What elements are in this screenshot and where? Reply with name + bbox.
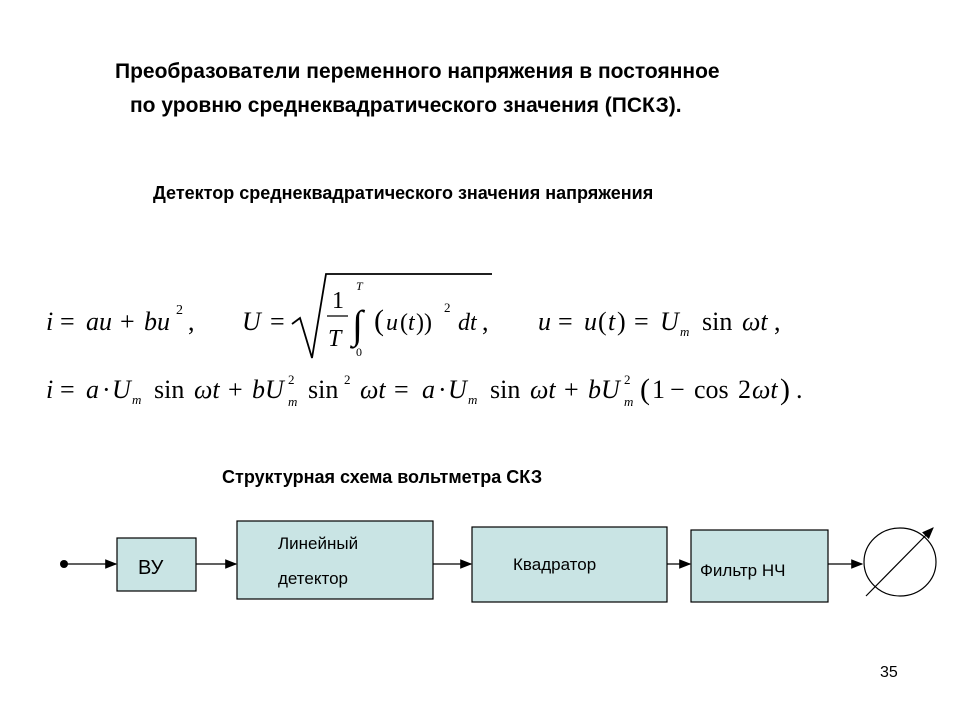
- svg-text:T: T: [328, 326, 342, 352]
- svg-text:,: ,: [774, 307, 781, 336]
- svg-text:u: u: [386, 310, 398, 336]
- svg-text:2: 2: [444, 300, 451, 315]
- svg-text:T: T: [356, 279, 363, 293]
- formula-row-1: [30, 262, 930, 372]
- svg-text:∫: ∫: [352, 302, 363, 347]
- svg-text:ωt: ωt: [752, 375, 778, 404]
- svg-text:=: =: [394, 375, 409, 404]
- svg-text:U: U: [660, 307, 679, 336]
- section-heading-block-diagram: Структурная схема вольтметра СКЗ: [222, 467, 543, 487]
- svg-text:sin: sin: [308, 375, 339, 404]
- svg-text:=: =: [634, 307, 649, 336]
- block-low-pass-filter: [691, 530, 828, 602]
- block-diagram: [0, 500, 960, 630]
- block-input-device-label: ВУ: [138, 557, 164, 579]
- svg-text:a: a: [422, 375, 435, 404]
- svg-text:2: 2: [624, 372, 631, 387]
- svg-text:ωt: ωt: [360, 375, 386, 404]
- slide-title-line-2: по уровню среднеквадратического значения (ПСКЗ).: [130, 94, 682, 117]
- svg-text:2: 2: [176, 303, 183, 318]
- svg-text:,: ,: [188, 307, 195, 336]
- svg-text:·: ·: [438, 375, 447, 404]
- svg-text:2: 2: [344, 372, 351, 387]
- svg-text:(: (: [598, 307, 607, 336]
- svg-text:): ): [780, 373, 790, 406]
- svg-text:t: t: [408, 310, 415, 336]
- svg-text:bU: bU: [252, 375, 284, 404]
- svg-text:cos: cos: [694, 375, 729, 404]
- svg-text:u: u: [538, 307, 551, 336]
- svg-text:m: m: [132, 392, 142, 407]
- svg-text:m: m: [624, 394, 634, 409]
- formula-expansion: [46, 372, 803, 409]
- svg-text:2: 2: [738, 375, 751, 404]
- svg-text:sin: sin: [702, 307, 733, 336]
- svg-text:·: ·: [102, 375, 111, 404]
- block-linear-detector: [237, 521, 433, 599]
- svg-text:+: +: [120, 307, 135, 336]
- svg-text:1: 1: [652, 375, 665, 404]
- svg-text:+: +: [228, 375, 243, 404]
- svg-text:ωt: ωt: [194, 375, 220, 404]
- svg-text:=: =: [558, 307, 573, 336]
- svg-text:U: U: [112, 375, 131, 404]
- block-squarer: [472, 527, 667, 602]
- formula-row-2: [30, 368, 930, 418]
- svg-text:.: .: [796, 375, 803, 404]
- svg-text:t: t: [608, 307, 616, 336]
- svg-text:=: =: [60, 307, 75, 336]
- svg-text:au: au: [86, 307, 112, 336]
- svg-text:+: +: [564, 375, 579, 404]
- voltmeter-icon: [864, 528, 936, 596]
- svg-text:sin: sin: [154, 375, 185, 404]
- svg-text:m: m: [468, 392, 478, 407]
- svg-text:=: =: [60, 375, 75, 404]
- svg-text:0: 0: [356, 345, 362, 359]
- page-number: 35: [880, 664, 898, 681]
- formula-current-expression: [46, 303, 195, 336]
- svg-text:=: =: [270, 307, 285, 336]
- svg-text:bu: bu: [144, 307, 170, 336]
- block-linear-detector-label-1: Линейный: [278, 534, 359, 553]
- formula-rms-definition: [242, 274, 492, 359]
- svg-text:i: i: [46, 307, 54, 336]
- svg-text:(: (: [400, 310, 408, 336]
- block-squarer-label: Квадратор: [513, 555, 597, 574]
- svg-text:u: u: [584, 307, 597, 336]
- svg-text:ωt: ωt: [742, 307, 768, 336]
- svg-text:1: 1: [332, 288, 344, 314]
- formula-signal-definition: [538, 307, 781, 339]
- svg-text:)): )): [416, 310, 432, 336]
- svg-text:ωt: ωt: [530, 375, 556, 404]
- svg-text:): ): [617, 307, 626, 336]
- block-input-device: [117, 538, 196, 591]
- svg-text:m: m: [288, 394, 298, 409]
- svg-text:bU: bU: [588, 375, 620, 404]
- svg-text:U: U: [242, 307, 261, 336]
- svg-text:sin: sin: [490, 375, 521, 404]
- svg-text:−: −: [670, 375, 685, 404]
- svg-text:,: ,: [482, 307, 489, 336]
- block-linear-detector-label-2: детектор: [278, 569, 348, 588]
- svg-text:(: (: [374, 304, 384, 337]
- svg-text:m: m: [680, 324, 690, 339]
- svg-text:2: 2: [288, 372, 295, 387]
- svg-text:U: U: [448, 375, 467, 404]
- svg-text:i: i: [46, 375, 54, 404]
- block-low-pass-filter-label: Фильтр НЧ: [700, 561, 786, 580]
- svg-text:dt: dt: [458, 310, 477, 336]
- svg-text:a: a: [86, 375, 99, 404]
- section-heading-detector: Детектор среднеквадратического значения напряжения: [153, 183, 654, 203]
- slide-title-line-1: Преобразователи переменного напряжения в постоянное: [115, 60, 720, 83]
- svg-text:(: (: [640, 373, 650, 406]
